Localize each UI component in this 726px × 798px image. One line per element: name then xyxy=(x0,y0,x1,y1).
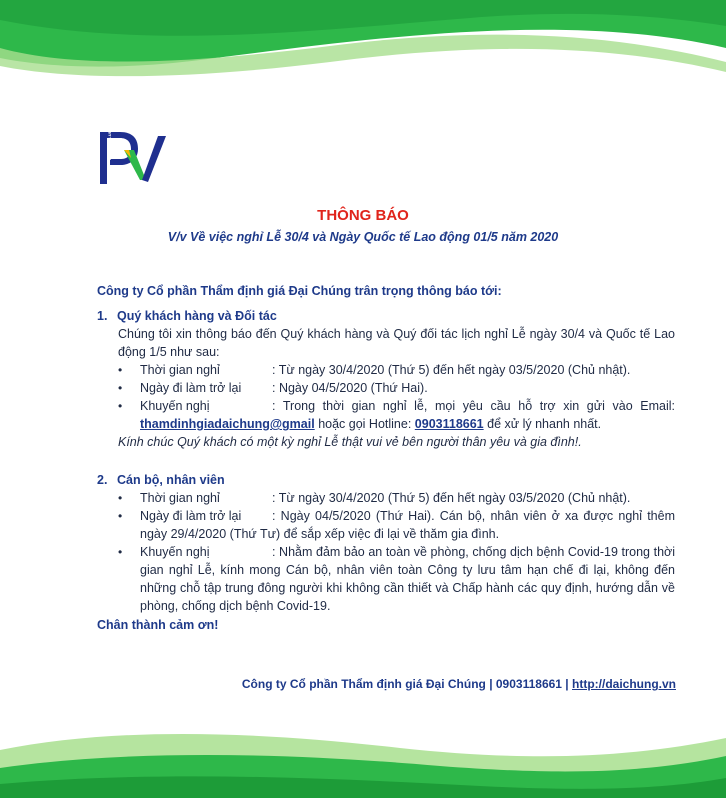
item-text: : Từ ngày 30/4/2020 (Thứ 5) đến hết ngày 03/5/2020 (Chủ nhật). xyxy=(272,491,631,505)
email-link[interactable]: thamdinhgiadaichung@gmail xyxy=(140,417,315,431)
section-title: Cán bộ, nhân viên xyxy=(117,473,225,487)
item-text: : Ngày 04/5/2020 (Thứ Hai). Cán bộ, nhân viên ở xa được nghỉ thêm ngày 29/4/2020 (Thứ Tư) để sắp xếp việc đi lại về thăm gia đình. xyxy=(140,509,675,541)
section-number: 2. xyxy=(97,473,108,487)
item-text: để xử lý nhanh nhất. xyxy=(487,417,602,431)
section-title: Quý khách hàng và Đối tác xyxy=(117,309,277,323)
website-link[interactable]: http://daichung.vn xyxy=(572,677,676,691)
top-green-wave xyxy=(0,0,726,100)
list-item xyxy=(118,379,675,397)
item-label: Thời gian nghỉ xyxy=(140,491,220,505)
notice-subtitle: V/v Về việc nghỉ Lễ 30/4 và Ngày Quốc tế Lao động 01/5 năm 2020 xyxy=(167,230,559,244)
company-logo xyxy=(98,130,172,186)
hotline-link[interactable]: 0903118661 xyxy=(414,417,484,431)
intro-text: Công ty Cổ phần Thẩm định giá Đại Chúng trân trọng thông báo tới: xyxy=(97,284,502,298)
section-1-paragraph: Chúng tôi xin thông báo đến Quý khách hàng và Quý đối tác lịch nghỉ Lễ ngày 30/4 và Quốc tế Lao động 1/5 như sau: xyxy=(118,327,675,359)
section-2-heading xyxy=(97,471,675,489)
section-1-closing: Kính chúc Quý khách có một kỳ nghỉ Lễ thật vui vẻ bên người thân yêu và gia đình!. xyxy=(118,435,582,449)
item-text: hoặc gọi Hotline: xyxy=(318,417,412,431)
logo-tagline: PUBLIC VALUE xyxy=(107,130,112,160)
section-number: 1. xyxy=(97,309,108,323)
item-text: : Trong thời gian nghỉ lễ, mọi yêu cầu hỗ trợ xin gửi vào Email: xyxy=(272,399,675,413)
footer xyxy=(242,677,676,691)
section-1-heading xyxy=(97,307,675,325)
list-item xyxy=(118,543,675,615)
footer-company: Công ty Cổ phần Thẩm định giá Đại Chúng | 0903118661 | xyxy=(241,677,569,691)
item-label: Ngày đi làm trở lại xyxy=(140,509,242,523)
item-text: : Ngày 04/5/2020 (Thứ Hai). xyxy=(272,381,428,395)
item-label: Thời gian nghỉ xyxy=(140,363,220,377)
list-item xyxy=(118,507,675,543)
item-label: Ngày đi làm trở lại xyxy=(140,381,242,395)
thanks-text: Chân thành cảm ơn! xyxy=(97,618,219,632)
item-text: : Nhằm đảm bảo an toàn về phòng, chống dịch bệnh Covid-19 trong thời gian nghỉ Lễ, kính mong Cán bộ, nhân viên toàn Công ty lưu tâm hạn chế đi lại, không đến những chỗ tập trung đông người khi không cần thiết và Chấp hành các quy định, hướng dẫn về phòng, chống dịch bệnh Covid-19. xyxy=(140,545,675,613)
notice-title: THÔNG BÁO xyxy=(317,207,409,224)
item-text: : Từ ngày 30/4/2020 (Thứ 5) đến hết ngày 03/5/2020 (Chủ nhật). xyxy=(272,363,631,377)
section-1-list xyxy=(97,361,675,433)
notice-body xyxy=(97,282,675,647)
section-2-list xyxy=(97,489,675,615)
list-item xyxy=(118,397,675,433)
list-item xyxy=(118,361,675,379)
item-label: Khuyến nghị xyxy=(140,399,210,413)
bottom-green-wave xyxy=(0,698,726,798)
item-label: Khuyến nghị xyxy=(140,545,210,559)
list-item xyxy=(118,489,675,507)
